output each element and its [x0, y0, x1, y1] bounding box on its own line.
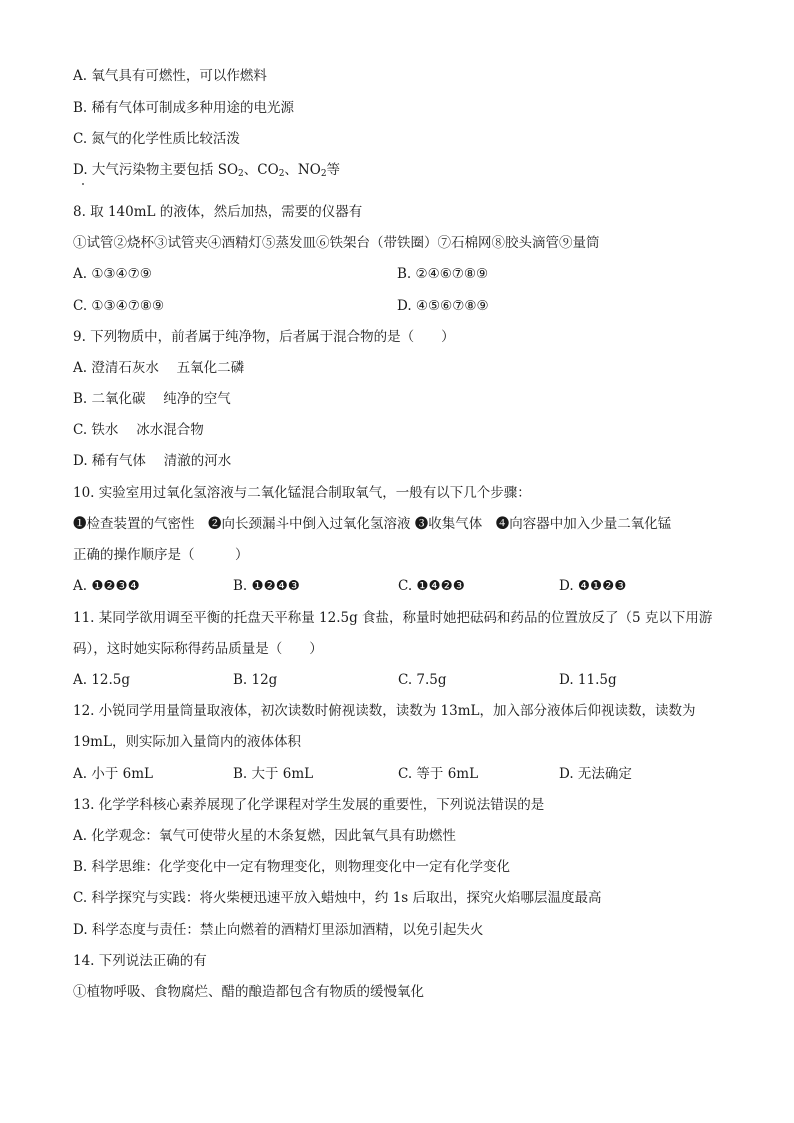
q10-option-b: B. ❶❷❹❸ — [233, 578, 300, 594]
stray-dot-mark — [82, 183, 84, 185]
q14-item-1: ①植物呼吸、食物腐烂、醋的酿造都包含有物质的缓慢氧化 — [73, 984, 424, 1000]
q11-option-b: B. 12g — [233, 672, 278, 688]
q14-stem: 14. 下列说法正确的有 — [73, 953, 207, 969]
q8-option-b: B. ②④⑥⑦⑧⑨ — [397, 266, 489, 282]
q12-option-a: A. 小于 6mL — [73, 766, 153, 782]
q9-option-d: D. 稀有气体 清澈的河水 — [73, 453, 232, 469]
q12-stem-line1: 12. 小锐同学用量筒量取液体，初次读数时俯视读数，读数为 13mL，加入部分液体后仰视读数，读数为 — [73, 703, 696, 719]
q11-option-d: D. 11.5g — [559, 672, 617, 688]
q10-steps: ❶检查装置的气密性 ❷向长颈漏斗中倒入过氧化氢溶液 ❸收集气体 ❹向容器中加入少量二氧化锰 — [73, 516, 672, 532]
q8-option-d: D. ④⑤⑥⑦⑧⑨ — [397, 298, 489, 314]
q7-option-d: D. 大气污染物主要包括 $SO_2$、$CO_2$、$NO_2$等 — [73, 162, 341, 179]
q13-option-c: C. 科学探究与实践：将火柴梗迅速平放入蜡烛中，约 1s 后取出，探究火焰哪层温度最高 — [73, 890, 602, 906]
q10-stem: 10. 实验室用过氧化氢溶液与二氧化锰混合制取氧气，一般有以下几个步骤： — [73, 485, 531, 501]
q11-stem-line2: 码），这时她实际称得药品质量是（ ） — [73, 641, 323, 657]
q13-option-a: A. 化学观念：氧气可使带火星的木条复燃，因此氧气具有助燃性 — [73, 828, 456, 844]
q13-stem: 13. 化学学科核心素养展现了化学课程对学生发展的重要性，下列说法错误的是 — [73, 797, 545, 813]
q9-option-c: C. 铁水 冰水混合物 — [73, 422, 204, 438]
q13-option-d: D. 科学态度与责任：禁止向燃着的酒精灯里添加酒精，以免引起失火 — [73, 922, 484, 938]
q9-option-a: A. 澄清石灰水 五氧化二磷 — [73, 360, 245, 376]
q10-option-d: D. ❹❶❷❸ — [559, 578, 627, 594]
q12-stem-line2: 19mL，则实际加入量筒内的液体体积 — [73, 734, 301, 750]
q8-option-c: C. ①③④⑦⑧⑨ — [73, 298, 165, 314]
q11-stem-line1: 11. 某同学欲用调至平衡的托盘天平称量 12.5g 食盐，称量时她把砝码和药品的位置放反了（5 克以下用游 — [73, 610, 713, 626]
q11-option-c: C. 7.5g — [398, 672, 447, 688]
q13-option-b: B. 科学思维：化学变化中一定有物理变化，则物理变化中一定有化学变化 — [73, 859, 511, 875]
q7-option-b: B. 稀有气体可制成多种用途的电光源 — [73, 100, 295, 116]
q11-option-a: A. 12.5g — [73, 672, 131, 688]
q8-instrument-list: ①试管②烧杯③试管夹④酒精灯⑤蒸发皿⑥铁架台（带铁圈）⑦石棉网⑧胶头滴管⑨量筒 — [73, 235, 600, 251]
q10-option-a: A. ❶❷❸❹ — [73, 578, 140, 594]
q10-option-c: C. ❶❹❷❸ — [398, 578, 465, 594]
q8-option-a: A. ①③④⑦⑨ — [73, 266, 152, 282]
q8-stem: 8. 取 140mL 的液体，然后加热，需要的仪器有 — [73, 204, 363, 220]
q9-option-b: B. 二氧化碳 纯净的空气 — [73, 391, 231, 407]
q9-stem: 9. 下列物质中，前者属于纯净物，后者属于混合物的是（ ） — [73, 329, 455, 345]
q7-option-c: C. 氮气的化学性质比较活泼 — [73, 131, 240, 147]
q10-order-prompt: 正确的操作顺序是（ ） — [73, 547, 249, 563]
q12-option-d: D. 无法确定 — [559, 766, 632, 782]
q12-option-b: B. 大于 6mL — [233, 766, 314, 782]
q7-option-a: A. 氧气具有可燃性，可以作燃料 — [73, 68, 267, 84]
q12-option-c: C. 等于 6mL — [398, 766, 479, 782]
